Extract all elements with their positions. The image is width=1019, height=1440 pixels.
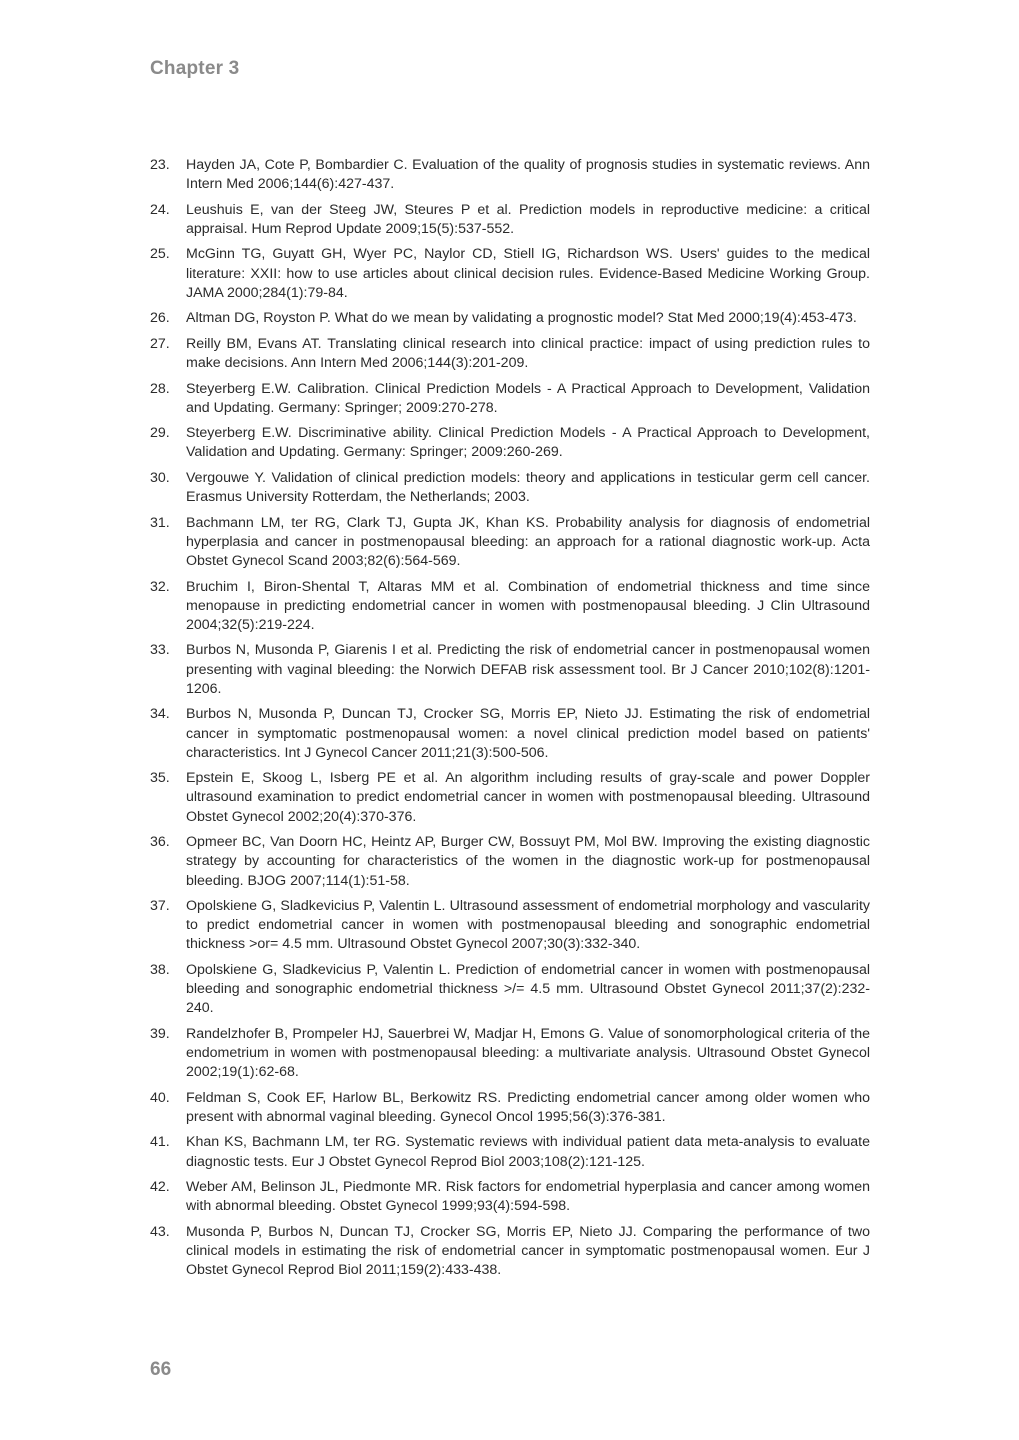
reference-item — [150, 641, 870, 699]
reference-item — [150, 201, 870, 239]
reference-text: Vergouwe Y. Validation of clinical prediction models: theory and applications in testicular germ cell cancer. Erasmus University Rotterdam, the Netherlands; 2003. — [186, 469, 870, 506]
reference-item — [150, 335, 870, 373]
reference-text: Opmeer BC, Van Doorn HC, Heintz AP, Burger CW, Bossuyt PM, Mol BW. Improving the existing diagnostic strategy by accounting for characteristics of the women in the diagnostic work-up for postmenopausal bleeding. BJOG 2007;114(1):51-58. — [186, 834, 870, 889]
reference-item — [150, 897, 870, 955]
reference-text: Weber AM, Belinson JL, Piedmonte MR. Risk factors for endometrial hyperplasia and cancer among women with abnormal bleeding. Obstet Gynecol 1999;93(4):594-598. — [186, 1179, 870, 1215]
reference-item — [150, 424, 870, 462]
reference-text: Hayden JA, Cote P, Bombardier C. Evaluation of the quality of prognosis studies in systematic reviews. Ann Intern Med 2006;144(6):427-437. — [186, 157, 870, 193]
reference-item — [150, 833, 870, 891]
reference-number: 41. — [150, 1134, 170, 1151]
reference-item — [150, 1089, 870, 1127]
reference-item — [150, 1223, 870, 1281]
reference-number: 38. — [150, 961, 170, 978]
reference-item — [150, 961, 870, 1019]
reference-item — [150, 469, 870, 507]
reference-list — [150, 156, 870, 1287]
reference-text: Musonda P, Burbos N, Duncan TJ, Crocker SG, Morris EP, Nieto JJ. Comparing the performance of two clinical models in estimating the risk of endometrial cancer in symptomatic postmenopausal women. Eur J Obstet Gynecol Reprod Biol 2011;159(2):433-438. — [186, 1223, 870, 1279]
reference-text: Opolskiene G, Sladkevicius P, Valentin L. Ultrasound assessment of endometrial morphology and vascularity to predict endometrial cancer in women with postmenopausal bleeding and sonographic endometrial thickness >or= 4.5 mm. Ultrasound Obstet Gynecol 2007;30(3):332-340. — [186, 898, 870, 953]
reference-item — [150, 245, 870, 303]
reference-text: Leushuis E, van der Steeg JW, Steures P et al. Prediction models in reproductive medicine: a critical appraisal. Hum Reprod Update 2009;15(5):537-552. — [186, 201, 870, 237]
reference-number: 23. — [150, 157, 170, 173]
reference-number: 32. — [150, 578, 170, 595]
reference-number: 34. — [150, 706, 170, 723]
reference-number: 31. — [150, 514, 170, 531]
reference-item — [150, 514, 870, 572]
reference-number: 24. — [150, 201, 170, 218]
reference-number: 26. — [150, 310, 170, 327]
reference-item — [150, 1178, 870, 1216]
reference-number: 35. — [150, 770, 170, 787]
reference-number: 27. — [150, 335, 170, 352]
reference-number: 29. — [150, 425, 170, 442]
reference-item — [150, 705, 870, 763]
reference-text: Khan KS, Bachmann LM, ter RG. Systematic reviews with individual patient data meta-analysis to evaluate diagnostic tests. Eur J Obstet Gynecol Reprod Biol 2003;108(2):121-125. — [186, 1134, 870, 1170]
reference-number: 28. — [150, 380, 170, 397]
reference-text: Reilly BM, Evans AT. Translating clinical research into clinical practice: impact of using prediction rules to make decisions. Ann Intern Med 2006;144(3):201-209. — [186, 335, 870, 372]
reference-number: 43. — [150, 1223, 170, 1240]
reference-item — [150, 380, 870, 418]
page-number: 66 — [150, 1359, 172, 1380]
reference-number: 40. — [150, 1089, 170, 1106]
reference-text: Bachmann LM, ter RG, Clark TJ, Gupta JK, Khan KS. Probability analysis for diagnosis of endometrial hyperplasia and cancer in postmenopausal bleeding: an approach for a rational diagnostic work-up. Acta Obstet Gynecol Scand 2003;82(6):564-569. — [186, 514, 870, 570]
reference-text: McGinn TG, Guyatt GH, Wyer PC, Naylor CD, Stiell IG, Richardson WS. Users' guides to the medical literature: XXII: how to use articles about clinical decision rules. Evidence-Based Medicine Working Group. JAMA 2000;284(1):79-84. — [186, 246, 870, 301]
reference-text: Bruchim I, Biron-Shental T, Altaras MM et al. Combination of endometrial thickness and time since menopause in predicting endometrial cancer in women with postmenopausal bleeding. J Clin Ultrasound 2004;32(5):219-224. — [186, 578, 870, 633]
reference-number: 33. — [150, 642, 170, 659]
reference-number: 36. — [150, 834, 170, 851]
reference-item — [150, 769, 870, 827]
reference-text: Altman DG, Royston P. What do we mean by validating a prognostic model? Stat Med 2000;19(4):453-473. — [186, 310, 857, 327]
reference-text: Burbos N, Musonda P, Duncan TJ, Crocker SG, Morris EP, Nieto JJ. Estimating the risk of endometrial cancer in symptomatic postmenopausal women: a novel clinical prediction model based on patients' characteristics. Int J Gynecol Cancer 2011;21(3):500-506. — [186, 706, 870, 761]
reference-item — [150, 578, 870, 636]
reference-text: Steyerberg E.W. Calibration. Clinical Prediction Models - A Practical Approach to Development, Validation and Updating. Germany: Springer; 2009:270-278. — [186, 380, 870, 416]
reference-text: Opolskiene G, Sladkevicius P, Valentin L. Prediction of endometrial cancer in women with postmenopausal bleeding and sonographic endometrial thickness >/= 4.5 mm. Ultrasound Obstet Gynecol 2011;37(2):232-240. — [186, 961, 870, 1017]
reference-text: Steyerberg E.W. Discriminative ability. Clinical Prediction Models - A Practical Approach to Development, Validation and Updating. Germany: Springer; 2009:260-269. — [186, 425, 870, 461]
reference-number: 42. — [150, 1179, 170, 1196]
reference-number: 30. — [150, 469, 170, 486]
reference-text: Randelzhofer B, Prompeler HJ, Sauerbrei W, Madjar H, Emons G. Value of sonomorphological criteria of the endometrium in women with postmenopausal bleeding: a multivariate analysis. Ultrasound Obstet Gynecol 2002;19(1):62-68. — [186, 1025, 870, 1081]
reference-item — [150, 156, 870, 194]
reference-item — [150, 309, 870, 328]
reference-number: 25. — [150, 246, 170, 263]
reference-item — [150, 1133, 870, 1171]
reference-text: Epstein E, Skoog L, Isberg PE et al. An algorithm including results of gray-scale and power Doppler ultrasound examination to predict endometrial cancer in women with postmenopausal bleeding. Ultrasound Obstet Gynecol 2002;20(4):370-376. — [186, 770, 870, 825]
reference-text: Burbos N, Musonda P, Giarenis I et al. Predicting the risk of endometrial cancer in postmenopausal women presenting with vaginal bleeding: the Norwich DEFAB risk assessment tool. Br J Cancer 2010;102(8):1201-1206. — [186, 642, 870, 697]
reference-number: 39. — [150, 1025, 170, 1042]
reference-item — [150, 1025, 870, 1083]
chapter-heading: Chapter 3 — [150, 58, 240, 79]
reference-text: Feldman S, Cook EF, Harlow BL, Berkowitz RS. Predicting endometrial cancer among older women who present with abnormal vaginal bleeding. Gynecol Oncol 1995;56(3):376-381. — [186, 1089, 870, 1125]
reference-number: 37. — [150, 898, 170, 915]
